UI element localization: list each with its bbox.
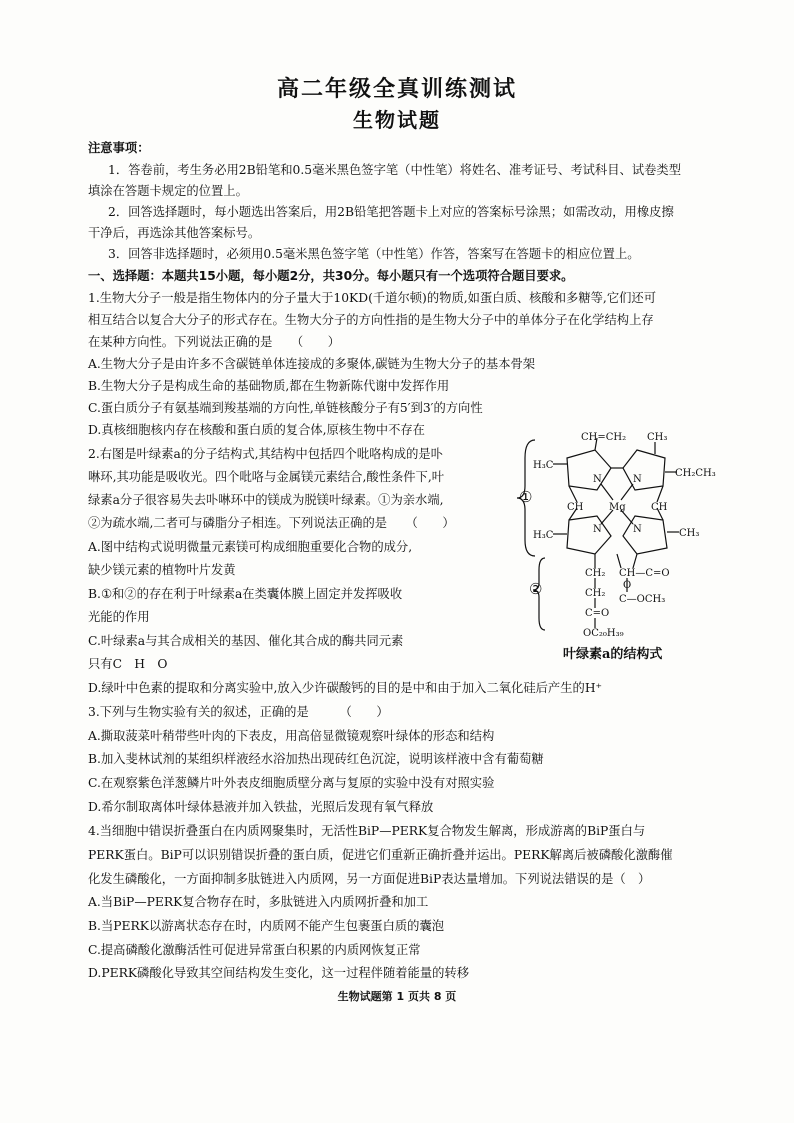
label-mg: Mg (609, 502, 626, 513)
q2-stem: ②为疏水端,二者可与磷脂分子相连。下列说法正确的是 （ ） (88, 516, 455, 530)
exam-title: 高二年级全真训练测试 (276, 77, 517, 102)
label-h3c-lower: H₃C (533, 530, 554, 541)
label-vinyl: CH=CH₂ (581, 432, 627, 443)
notice-line: 3．回答非选择题时，必须用0.5毫米黑色签字笔（中性笔）作答，答案写在答题卡的相应位置上。 (108, 247, 640, 261)
q2-stem: 啉环,其功能是吸收光。四个吡咯与金属镁元素结合,酸性条件下,叶 (88, 470, 445, 484)
notice-line: 2．回答选择题时，每小题选出答案后，用2B铅笔把答题卡上对应的答案标号涂黑；如需改动，用橡皮擦 (108, 205, 674, 219)
q4-option-c: C.提高磷酸化激酶活性可促进异常蛋白积累的内质网恢复正常 (88, 943, 421, 957)
label-n: N (633, 524, 642, 535)
q3-option-d: D.希尔制取离体叶绿体悬液并加入铁盐，光照后发现有氧气释放 (88, 800, 434, 814)
q3-stem: 3.下列与生物实验有关的叙述，正确的是 （ ） (88, 705, 389, 719)
label-hydrophilic: ① (519, 488, 533, 506)
label-co: C=O (585, 608, 610, 619)
q3-option-b: B.加入斐林试剂的某组织样液经水浴加热出现砖红色沉淀，说明该样液中含有葡萄糖 (88, 752, 544, 766)
q1-option-d: D.真核细胞核内存在核酸和蛋白质的复合体,原核生物中不存在 (88, 423, 425, 437)
q1-stem: 相互结合以复合大分子的形式存在。生物大分子的方向性指的是生物大分子中的单体分子在化学结构上存 (88, 313, 654, 327)
exam-subject: 生物试题 (353, 108, 441, 132)
chlorophyll-structure-figure (505, 428, 745, 668)
notice-line: 干净后，再选涂其他答案标号。 (88, 226, 261, 240)
notice-line: 1．答卷前，考生务必用2B铅笔和0.5毫米黑色签字笔（中性笔）将姓名、准考证号、考试科目、试卷类型 (108, 163, 682, 177)
label-h3c: H₃C (533, 460, 554, 471)
label-ch2: CH₂ (585, 568, 606, 579)
q1-stem: 在某种方向性。下列说法正确的是 （ ） (88, 335, 341, 349)
q2-option-a-cont: 缺少镁元素的植物叶片发黄 (88, 563, 236, 577)
label-ch3-lower: CH₃ (679, 528, 700, 539)
page-footer: 生物试题第 1 页共 8 页 (337, 990, 457, 1003)
q3-option-c: C.在观察紫色洋葱鳞片叶外表皮细胞质壁分离与复原的实验中没有对照实验 (88, 776, 495, 790)
section-heading: 一、选择题：本题共15小题，每小题2分，共30分。每小题只有一个选项符合题目要求。 (88, 269, 574, 283)
q1-option-a: A.生物大分子是由许多不含碳链单体连接成的多聚体,碳链为生物大分子的基本骨架 (88, 357, 536, 371)
label-n: N (633, 474, 642, 485)
q2-option-b-cont: 光能的作用 (88, 610, 150, 624)
q2-option-c: C.叶绿素a与其合成相关的基因、催化其合成的酶共同元素 (88, 634, 404, 648)
q4-stem: PERK蛋白。BiP可以识别错误折叠的蛋白质，促进它们重新正确折叠并运出。PERK解离后被磷酸化激酶催 (88, 848, 673, 862)
notice-line: 填涂在答题卡规定的位置上。 (88, 184, 248, 198)
q1-stem: 1.生物大分子一般是指生物体内的分子量大于10KD(千道尔顿)的物质,如蛋白质、核酸和多糖等,它们还可 (88, 291, 657, 305)
q2-stem: 2.右图是叶绿素a的分子结构式,其结构中包括四个吡咯构成的是卟 (88, 447, 443, 461)
label-hydrophobic: ② (529, 580, 543, 598)
pyrrole-ring-2 (623, 450, 665, 490)
q3-option-a: A.撕取菠菜叶稍带些叶肉的下表皮，用高倍显微镜观察叶绿体的形态和结构 (88, 729, 495, 743)
label-ch3: CH₃ (647, 432, 668, 443)
notice-heading: 注意事项： (88, 141, 150, 155)
label-phytyl: OC₂₀H₃₉ (583, 628, 624, 639)
q4-stem: 4.当细胞中错误折叠蛋白在内质网聚集时，无活性BiP—PERK复合物发生解离，形成游离的BiP蛋白与 (88, 824, 646, 838)
label-n: N (593, 474, 602, 485)
label-cco: CH—C=O (619, 568, 670, 579)
label-ch: CH (651, 502, 668, 513)
q4-stem: 化发生磷酸化，一方面抑制多肽链进入内质网，另一方面促进BiP表达量增加。下列说法错误的是（ ） (88, 872, 651, 886)
q4-option-b: B.当PERK以游离状态存在时，内质网不能产生包裹蛋白质的囊泡 (88, 919, 445, 933)
q1-option-b: B.生物大分子是构成生命的基础物质,都在生物新陈代谢中发挥作用 (88, 379, 450, 393)
label-n: N (593, 524, 602, 535)
pyrrole-ring-3 (623, 516, 667, 554)
q2-option-b: B.①和②的存在利于叶绿素a在类囊体膜上固定并发挥吸收 (88, 587, 403, 601)
q4-option-a: A.当BiP—PERK复合物存在时，多肽链进入内质网折叠和加工 (88, 895, 429, 909)
pyrrole-ring-4 (567, 516, 611, 554)
q2-option-c-cont: 只有C H O (88, 657, 168, 671)
q2-option-a: A.图中结构式说明微量元素镁可构成细胞重要化合物的成分, (88, 540, 413, 554)
label-ch2: CH₂ (585, 588, 606, 599)
figure-caption: 叶绿素a的结构式 (563, 647, 663, 662)
label-och3: C—OCH₃ (619, 594, 666, 605)
label-ch: CH (567, 502, 584, 513)
q1-option-c: C.蛋白质分子有氨基端到羧基端的方向性,单链核酸分子有5′到3′的方向性 (88, 401, 483, 415)
label-ethyl: CH₂CH₃ (675, 468, 716, 479)
label-o: O (623, 580, 632, 591)
q2-option-d: D.绿叶中色素的提取和分离实验中,放入少许碳酸钙的目的是中和由于加入二氧化硅后产生的H⁺ (88, 681, 603, 695)
q4-option-d: D.PERK磷酸化导致其空间结构发生变化，这一过程伴随着能量的转移 (88, 966, 470, 980)
pyrrole-ring-1 (567, 450, 611, 490)
q2-stem: 绿素a分子很容易失去卟啉环中的镁成为脱镁叶绿素。①为亲水端, (88, 493, 444, 507)
